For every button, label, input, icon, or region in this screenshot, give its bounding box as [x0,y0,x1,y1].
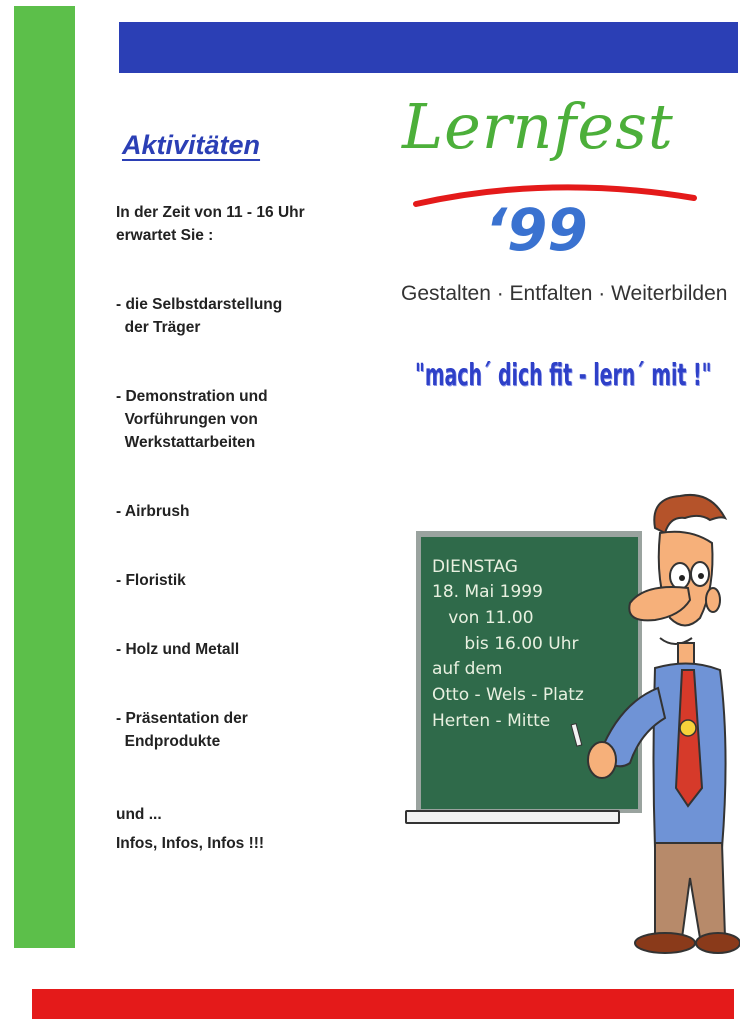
board-line: DIENSTAG [432,557,518,577]
closing-text: und ... Infos, Infos, Infos !!! [116,806,265,852]
activities-title: Aktivitäten [122,130,261,160]
list-item: - Präsentation der Endprodukte [116,710,248,750]
board-line: 18. Mai 1999 [432,582,543,602]
list-item: - die Selbstdarstellung der Träger [116,296,283,336]
board-line: Otto - Wels - Platz [432,685,584,705]
list-item: - Demonstration und Vorführungen von Werkstattarbeiten [116,388,268,451]
board-line: Herten - Mitte [432,711,551,731]
logo-year: ‘99 [485,196,588,264]
teacher-cartoon-icon [560,488,740,958]
green-bar [14,6,75,948]
list-item: - Holz und Metall [116,641,240,658]
board-line: auf dem [432,659,503,679]
logo-wordmark: Lernfest [402,90,674,163]
list-item: - Floristik [116,572,186,589]
list-item: - Airbrush [116,503,190,520]
intro-text: In der Zeit von 11 - 16 Uhr erwartet Sie : [116,204,305,244]
blue-bar [119,22,738,73]
tagline: Gestalten · Entfalten · Weiterbilden [401,282,728,305]
red-bar [32,989,734,1019]
board-line: bis 16.00 Uhr [432,634,579,654]
slogan: "mach´ dich fit - lern´ mit !" [415,358,712,393]
board-line: von 11.00 [432,608,534,628]
